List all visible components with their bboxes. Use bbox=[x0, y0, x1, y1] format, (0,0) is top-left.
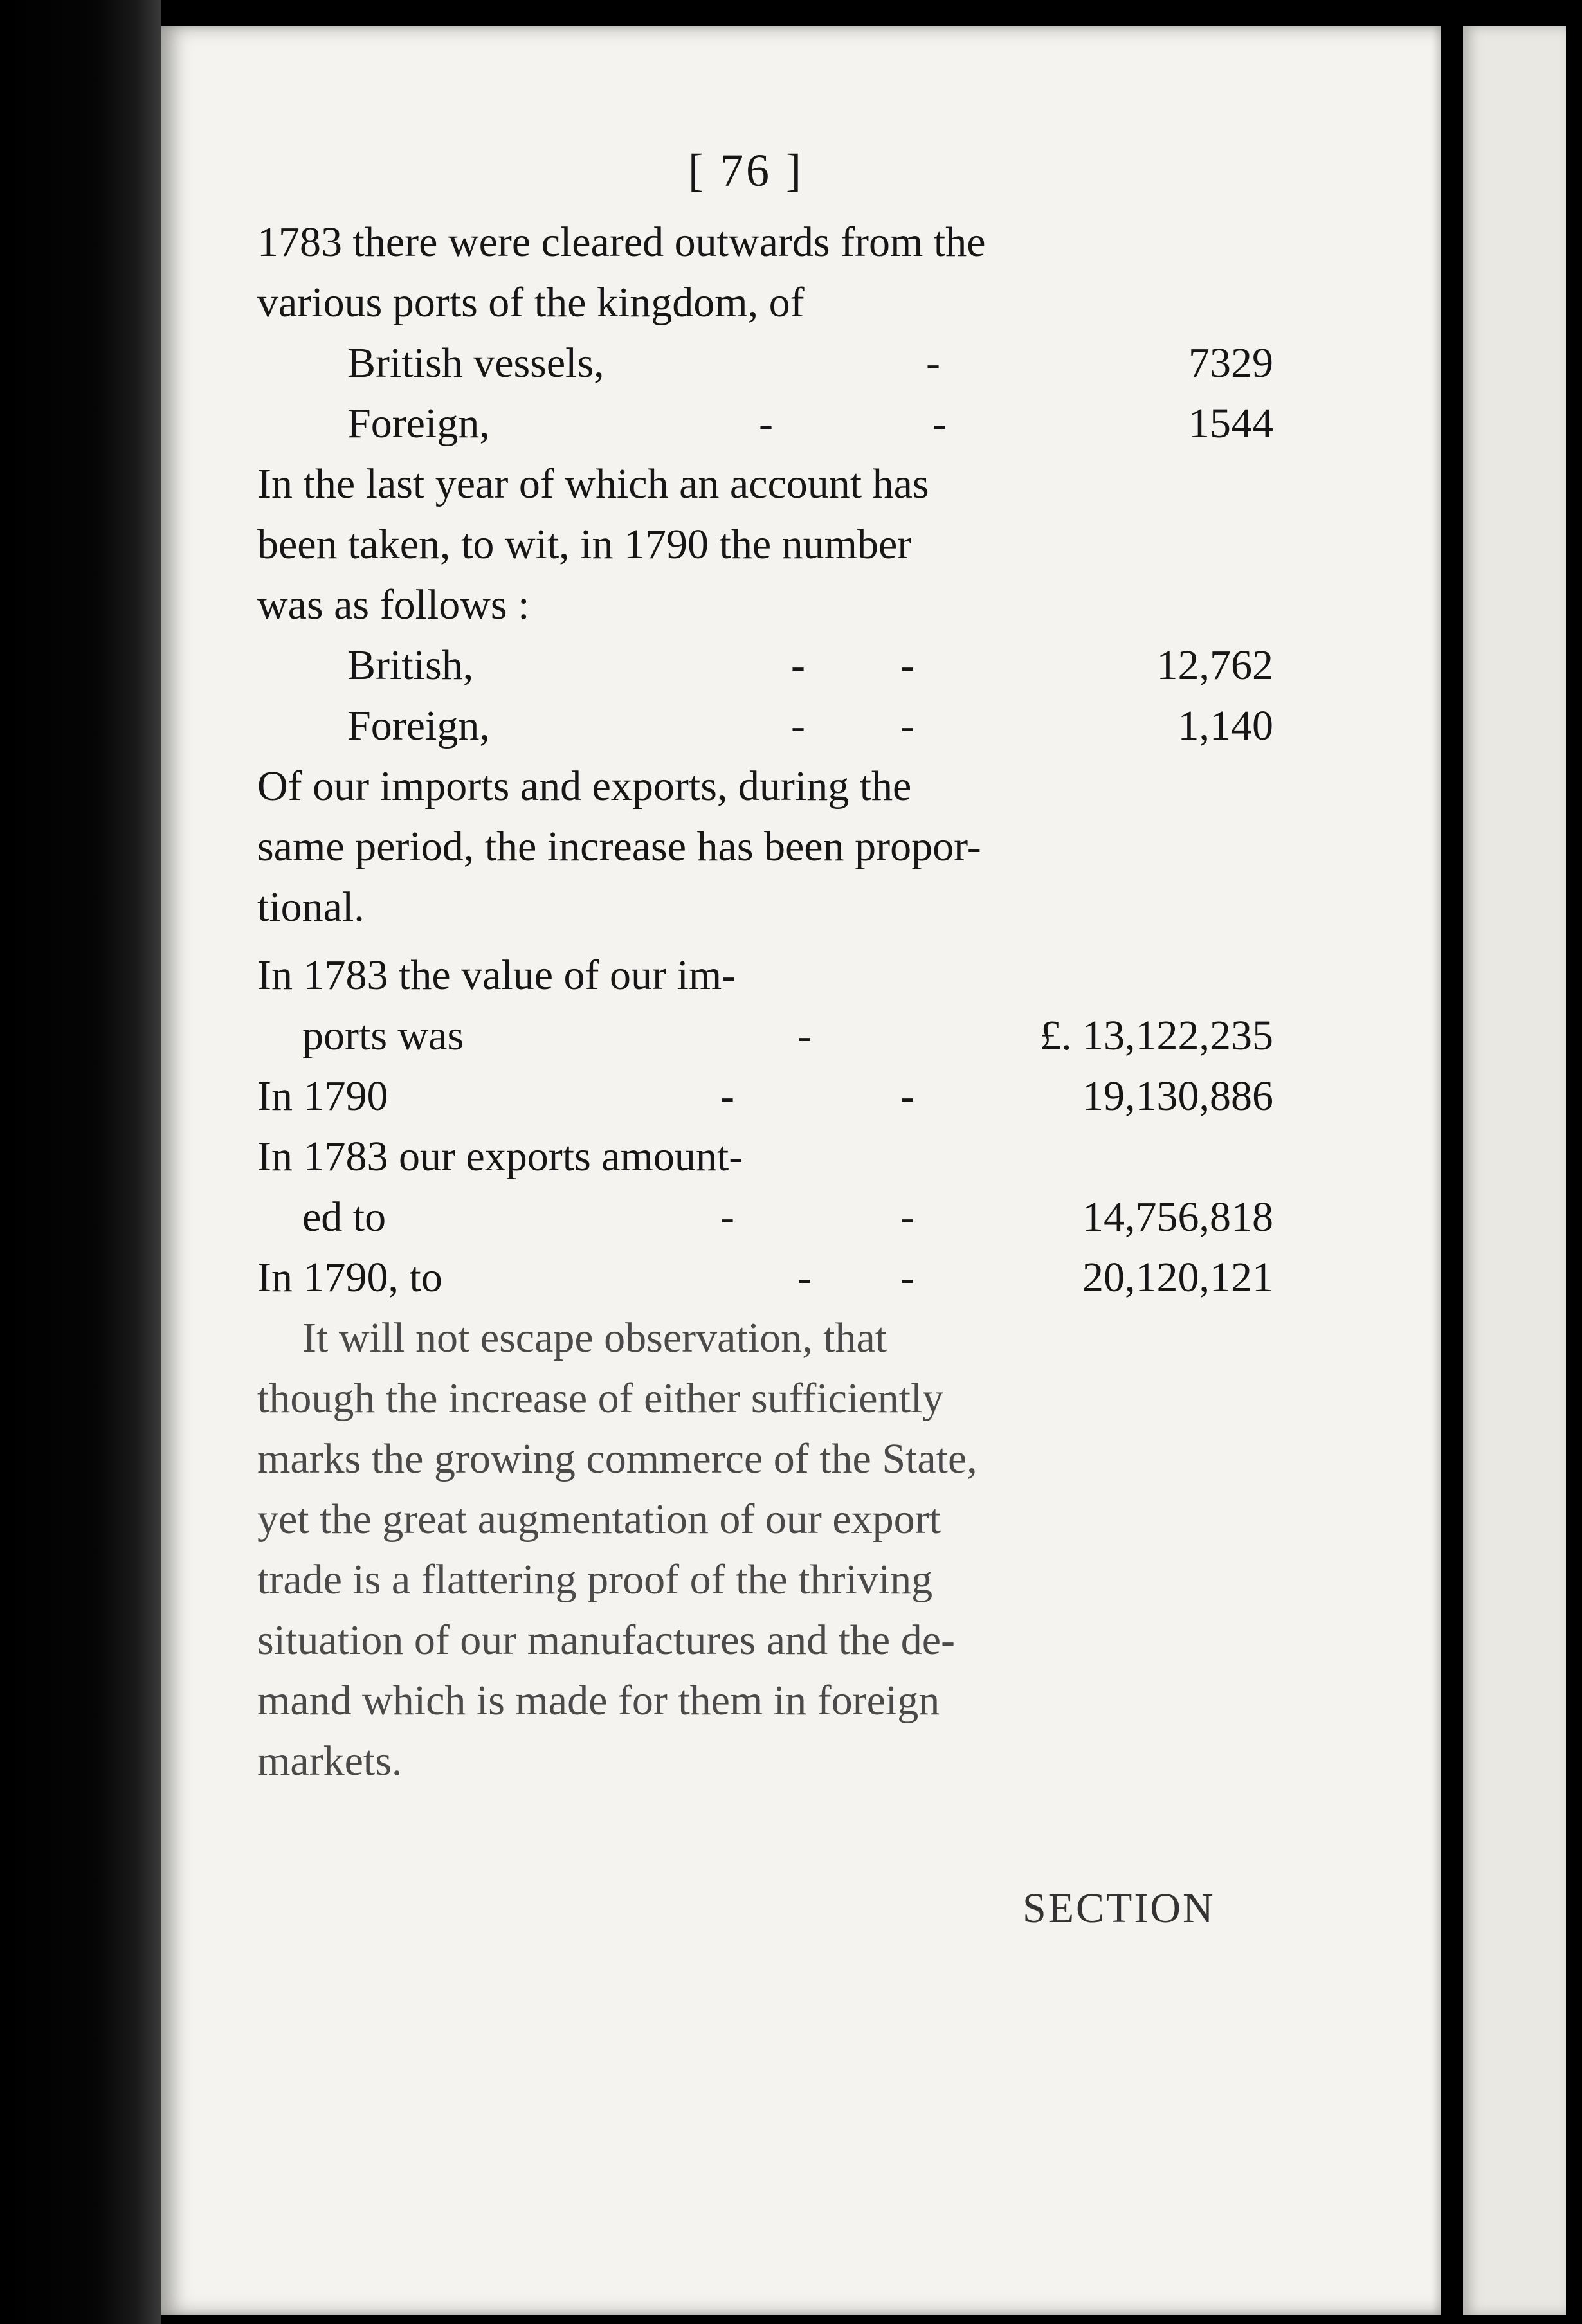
text-line: various ports of the kingdom, of bbox=[257, 279, 805, 326]
page-header: [ 76 ] bbox=[688, 145, 804, 196]
row-dash: - bbox=[900, 1254, 914, 1301]
row-value: 12,762 bbox=[1156, 642, 1273, 689]
text-line: It will not escape observation, that bbox=[302, 1314, 887, 1361]
table-row bbox=[257, 696, 1273, 756]
text-line: been taken, to wit, in 1790 the number bbox=[257, 521, 912, 568]
row-dash: - bbox=[720, 1194, 734, 1240]
text-line: though the increase of either sufficiently bbox=[257, 1375, 944, 1422]
row-dash: - bbox=[900, 1073, 914, 1120]
row-value: 7329 bbox=[1188, 340, 1273, 386]
row-label: Foreign, bbox=[347, 702, 490, 749]
table-row bbox=[257, 1187, 1273, 1248]
row-value: 1,140 bbox=[1177, 702, 1273, 749]
page-text bbox=[257, 129, 1273, 1792]
row-label: British, bbox=[347, 642, 474, 689]
row-dash: - bbox=[797, 1012, 812, 1059]
text-line: Of our imports and exports, during the bbox=[257, 763, 912, 810]
row-dash: - bbox=[900, 702, 914, 749]
row-dash: - bbox=[797, 1254, 812, 1301]
text-line: yet the great augmentation of our export bbox=[257, 1496, 941, 1543]
row-value: 14,756,818 bbox=[1082, 1194, 1273, 1240]
text-line: was as follows : bbox=[257, 581, 530, 628]
row-dash: - bbox=[791, 702, 805, 749]
row-dash: - bbox=[791, 642, 805, 689]
text-line: In the last year of which an account has bbox=[257, 460, 929, 507]
row-value: 1544 bbox=[1188, 400, 1273, 447]
text-line: In 1783 the value of our im- bbox=[257, 952, 736, 999]
row-dash: - bbox=[932, 400, 947, 447]
next-page-edge bbox=[1463, 26, 1566, 2315]
text-line: tional. bbox=[257, 884, 365, 931]
row-label: ports was bbox=[302, 1012, 464, 1059]
row-label: In 1790 bbox=[257, 1073, 388, 1120]
table-row bbox=[257, 1248, 1273, 1308]
row-dash: - bbox=[900, 642, 914, 689]
row-value: 19,130,886 bbox=[1082, 1073, 1273, 1120]
row-value: 20,120,121 bbox=[1082, 1254, 1273, 1301]
row-value: £. 13,122,235 bbox=[1040, 1012, 1273, 1059]
row-label: In 1790, to bbox=[257, 1254, 442, 1301]
table-row bbox=[257, 635, 1273, 696]
table-row bbox=[257, 1006, 1273, 1066]
row-dash: - bbox=[759, 400, 773, 447]
text-line: markets. bbox=[257, 1738, 403, 1784]
text-line: 1783 there were cleared outwards from the bbox=[257, 219, 986, 266]
table-row bbox=[257, 1066, 1273, 1127]
table-row bbox=[257, 394, 1273, 454]
row-dash: - bbox=[926, 340, 940, 386]
row-dash: - bbox=[720, 1073, 734, 1120]
catchword: SECTION bbox=[1023, 1885, 1215, 1932]
text-line: In 1783 our exports amount- bbox=[257, 1133, 743, 1180]
row-dash: - bbox=[900, 1194, 914, 1240]
binding-edge bbox=[0, 0, 161, 2324]
text-line: marks the growing commerce of the State, bbox=[257, 1435, 977, 1482]
row-label: Foreign, bbox=[347, 400, 490, 447]
text-line: trade is a flattering proof of the thriving bbox=[257, 1556, 933, 1603]
row-label: ed to bbox=[302, 1194, 386, 1240]
table-row bbox=[257, 333, 1273, 394]
text-line: situation of our manufactures and the de- bbox=[257, 1617, 955, 1664]
row-label: British vessels, bbox=[347, 340, 605, 386]
text-line: mand which is made for them in foreign bbox=[257, 1677, 940, 1724]
text-line: same period, the increase has been propor- bbox=[257, 823, 981, 870]
